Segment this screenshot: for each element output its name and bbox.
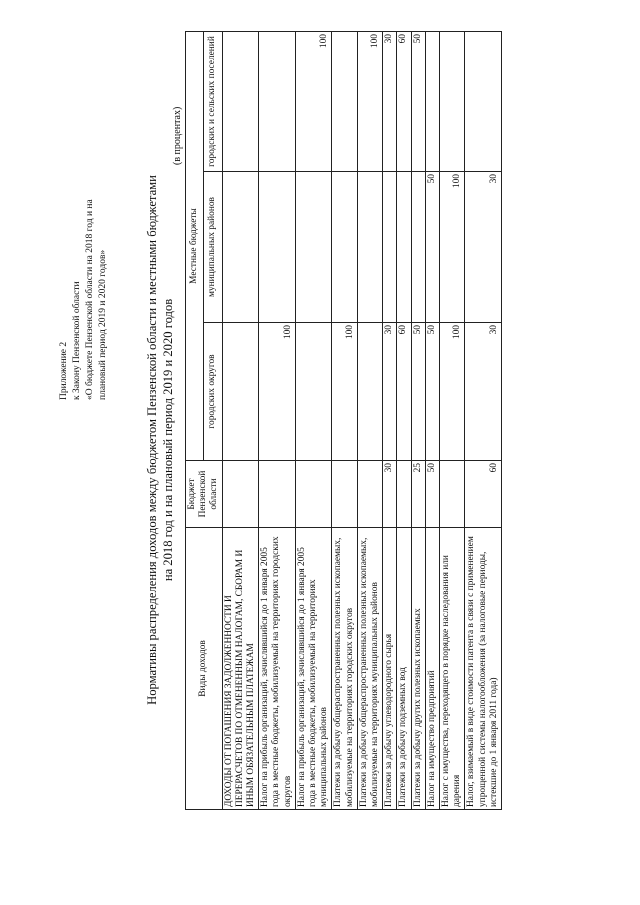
cell-regional: 30 xyxy=(383,461,397,528)
row-name: Платежи за добычу других полезных ископаемых xyxy=(411,528,425,810)
cell-city-districts xyxy=(222,323,259,461)
header-municipal-districts: муниципальных районов xyxy=(204,172,222,323)
table-row xyxy=(357,32,382,810)
row-name: Налог на прибыль организаций, зачислявшийся до 1 января 2005 года в местные бюджеты, мобилизуемый на территориях городских округов xyxy=(259,528,296,810)
cell-regional xyxy=(222,461,259,528)
cell-municipal-districts xyxy=(295,172,332,323)
cell-municipal-districts: 30 xyxy=(465,172,502,323)
cell-settlements: 30 xyxy=(383,32,397,172)
appendix-header xyxy=(58,40,110,400)
cell-city-districts: 30 xyxy=(465,323,502,461)
cell-regional: 25 xyxy=(411,461,425,528)
norms-table xyxy=(185,31,502,810)
cell-settlements: 60 xyxy=(397,32,411,172)
row-name: Налог, взимаемый в виде стоимости патента в связи с применением упрощенной системы налогообложения (за налоговые периоды, истекшие до 1 января 2011 года) xyxy=(465,528,502,810)
cell-settlements xyxy=(222,32,259,172)
row-name: Налог на прибыль организаций, зачислявшийся до 1 января 2005 года в местные бюджеты, мобилизуемый на территориях муниципальных районов xyxy=(295,528,332,810)
row-name: ДОХОДЫ ОТ ПОГАШЕНИЯ ЗАДОЛЖЕННОСТИ И ПЕРЕРАСЧЕТОВ ПО ОТМЕНЕННЫМ НАЛОГАМ, СБОРАМ И ИНЫМ ОБЯЗАТЕЛЬНЫМ ПЛАТЕЖАМ xyxy=(222,528,259,810)
cell-settlements xyxy=(259,32,296,172)
table-row xyxy=(295,32,332,810)
cell-settlements xyxy=(425,32,439,172)
document-title xyxy=(144,100,176,780)
table-row xyxy=(259,32,296,810)
cell-municipal-districts xyxy=(332,172,357,323)
cell-regional xyxy=(259,461,296,528)
cell-regional xyxy=(357,461,382,528)
table-row xyxy=(411,32,425,810)
row-name: Платежи за добычу подземных вод xyxy=(397,528,411,810)
cell-city-districts xyxy=(295,323,332,461)
row-name: Налог с имущества, переходящего в порядке наследования или дарения xyxy=(440,528,465,810)
cell-settlements xyxy=(440,32,465,172)
appendix-line: к Закону Пензенской области xyxy=(72,281,82,400)
cell-city-districts: 60 xyxy=(397,323,411,461)
title-line-2: на 2018 год и на плановый период 2019 и 2020 годов xyxy=(161,298,175,582)
table-row xyxy=(397,32,411,810)
cell-regional xyxy=(397,461,411,528)
row-name: Платежи за добычу общераспространенных полезных ископаемых, мобилизуемые на территориях муниципальных районов xyxy=(357,528,382,810)
cell-city-districts: 100 xyxy=(332,323,357,461)
cell-city-districts: 100 xyxy=(440,323,465,461)
cell-regional xyxy=(295,461,332,528)
table-row xyxy=(222,32,259,810)
unit-note: (в процентах) xyxy=(172,106,183,165)
cell-city-districts xyxy=(357,323,382,461)
row-name: Платежи за добычу углеводородного сырья xyxy=(383,528,397,810)
table-row xyxy=(425,32,439,810)
cell-settlements: 50 xyxy=(411,32,425,172)
cell-municipal-districts xyxy=(383,172,397,323)
cell-city-districts: 30 xyxy=(383,323,397,461)
row-name: Платежи за добычу общераспространенных полезных ископаемых, мобилизуемые на территориях городских округов xyxy=(332,528,357,810)
header-local-budgets: Местные бюджеты xyxy=(186,32,204,461)
table-row xyxy=(465,32,502,810)
table-row xyxy=(383,32,397,810)
cell-regional: 50 xyxy=(425,461,439,528)
cell-settlements: 100 xyxy=(295,32,332,172)
table-row xyxy=(332,32,357,810)
cell-regional xyxy=(332,461,357,528)
header-city-districts: городских округов xyxy=(204,323,222,461)
cell-regional: 60 xyxy=(465,461,502,528)
appendix-line: «О бюджете Пензенской области на 2018 год и на xyxy=(85,199,95,400)
cell-municipal-districts xyxy=(222,172,259,323)
cell-city-districts: 50 xyxy=(411,323,425,461)
header-income-types: Виды доходов xyxy=(186,528,223,810)
cell-settlements xyxy=(465,32,502,172)
cell-regional xyxy=(440,461,465,528)
cell-municipal-districts xyxy=(259,172,296,323)
header-settlements: городских и сельских поселений xyxy=(204,32,222,172)
appendix-line: Приложение 2 xyxy=(59,341,69,400)
header-regional-budget: Бюджет Пензенской области xyxy=(186,461,223,528)
cell-settlements xyxy=(332,32,357,172)
cell-municipal-districts: 50 xyxy=(425,172,439,323)
table-row xyxy=(440,32,465,810)
row-name: Налог на имущество предприятий xyxy=(425,528,439,810)
cell-city-districts: 100 xyxy=(259,323,296,461)
cell-municipal-districts xyxy=(411,172,425,323)
cell-settlements: 100 xyxy=(357,32,382,172)
cell-municipal-districts: 100 xyxy=(440,172,465,323)
cell-municipal-districts xyxy=(357,172,382,323)
cell-city-districts: 50 xyxy=(425,323,439,461)
appendix-line: плановый период 2019 и 2020 годов» xyxy=(98,249,108,400)
title-line-1: Нормативы распределения доходов между бюджетом Пензенской области и местными бюджетами xyxy=(145,175,159,705)
cell-municipal-districts xyxy=(397,172,411,323)
